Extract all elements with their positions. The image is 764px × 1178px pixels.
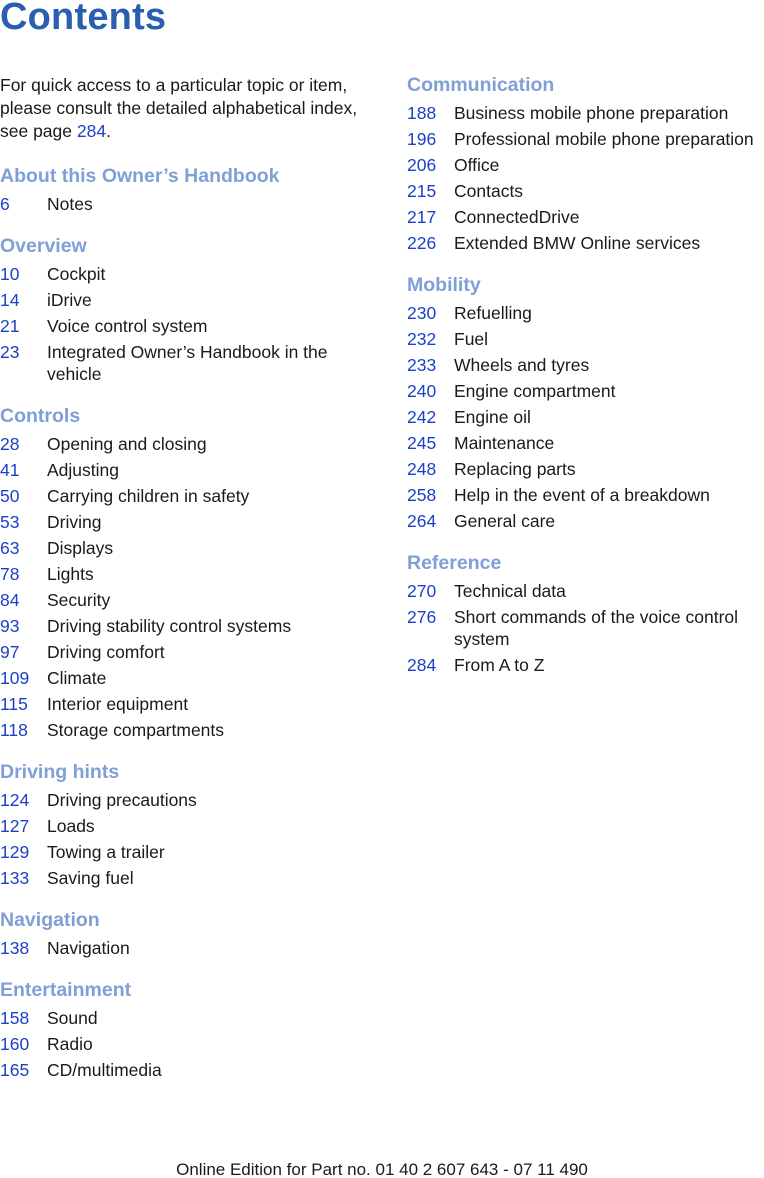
- toc-entry[interactable]: [0, 563, 380, 585]
- toc-entry[interactable]: [0, 841, 380, 863]
- page-number-link[interactable]: 158: [0, 1008, 30, 1028]
- toc-entry[interactable]: [0, 433, 380, 455]
- toc-entry[interactable]: [407, 328, 764, 350]
- toc-section: [0, 403, 380, 741]
- entry-title: Short commands of the voice control system: [454, 607, 739, 649]
- toc-section: [407, 72, 764, 254]
- page-number-link[interactable]: 127: [0, 816, 30, 836]
- toc-entry[interactable]: [0, 289, 380, 311]
- entry-title: Driving precautions: [47, 790, 197, 810]
- index-page-link[interactable]: 284: [76, 121, 107, 141]
- page-number-link[interactable]: 276: [407, 607, 437, 627]
- toc-entry[interactable]: [407, 354, 764, 376]
- toc-entry[interactable]: [407, 406, 764, 428]
- entry-title: Radio: [47, 1034, 93, 1054]
- toc-entry[interactable]: [0, 511, 380, 533]
- entry-title: Displays: [47, 538, 114, 558]
- page-number-link[interactable]: 133: [0, 868, 30, 888]
- page-number-link[interactable]: 165: [0, 1060, 30, 1080]
- entry-title: Opening and closing: [47, 434, 207, 454]
- entry-title: Driving stability control systems: [47, 616, 292, 636]
- page-number-link[interactable]: 63: [0, 538, 20, 558]
- toc-entry[interactable]: [407, 458, 764, 480]
- page-number-link[interactable]: 50: [0, 486, 20, 506]
- page-number-link[interactable]: 93: [0, 616, 20, 636]
- toc-entry[interactable]: [407, 380, 764, 402]
- entry-title: Technical data: [454, 581, 566, 601]
- entry-title: Carrying children in safety: [47, 486, 250, 506]
- page-number-link[interactable]: 21: [0, 316, 20, 336]
- entry-title: General care: [454, 511, 556, 531]
- intro-text: For quick access to a particular topic or item, please consult the detailed alphabetical index, see page: [0, 75, 358, 141]
- intro-end: .: [106, 121, 111, 141]
- entry-title: Professional mobile phone preparation: [454, 129, 754, 149]
- toc-entry[interactable]: [0, 615, 380, 637]
- right-column: [407, 72, 764, 694]
- entry-title: Interior equipment: [47, 694, 189, 714]
- entry-title: Extended BMW Online services: [454, 233, 701, 253]
- entry-title: Contacts: [454, 181, 524, 201]
- entry-title: Business mobile phone preparation: [454, 103, 729, 123]
- entry-title: Driving: [47, 512, 102, 532]
- toc-entry[interactable]: [0, 459, 380, 481]
- page-number-link[interactable]: 230: [407, 303, 437, 323]
- toc-section: [407, 272, 764, 532]
- toc-entry[interactable]: [0, 315, 380, 337]
- toc-entry[interactable]: [407, 180, 764, 202]
- page-number-link[interactable]: 206: [407, 155, 437, 175]
- toc-section: [0, 907, 380, 959]
- toc-entry[interactable]: [0, 485, 380, 507]
- page-number-link[interactable]: 217: [407, 207, 437, 227]
- section-title: Controls: [0, 405, 81, 427]
- left-column: [0, 74, 380, 1099]
- entry-title: Notes: [47, 194, 93, 214]
- page-number-link[interactable]: 240: [407, 381, 437, 401]
- entry-title: Climate: [47, 668, 107, 688]
- section-title: About this Owner’s Handbook: [0, 165, 280, 187]
- toc-entry[interactable]: [0, 693, 380, 715]
- toc-entry[interactable]: [407, 232, 764, 254]
- page-number-link[interactable]: 10: [0, 264, 20, 284]
- page-number-link[interactable]: 270: [407, 581, 437, 601]
- entry-title: iDrive: [47, 290, 92, 310]
- page-number-link[interactable]: 232: [407, 329, 437, 349]
- page-number-link[interactable]: 84: [0, 590, 20, 610]
- page-number-link[interactable]: 78: [0, 564, 20, 584]
- toc-entry[interactable]: [0, 537, 380, 559]
- page-number-link[interactable]: 258: [407, 485, 437, 505]
- entry-title: Lights: [47, 564, 94, 584]
- section-title: Mobility: [407, 274, 481, 296]
- page-number-link[interactable]: 160: [0, 1034, 30, 1054]
- page-number-link[interactable]: 233: [407, 355, 437, 375]
- toc-entry[interactable]: [0, 867, 380, 889]
- toc-entry[interactable]: [407, 154, 764, 176]
- page-number-link[interactable]: 264: [407, 511, 437, 531]
- entry-title: From A to Z: [454, 655, 545, 675]
- page-number-link[interactable]: 28: [0, 434, 20, 454]
- entry-title: Storage compartments: [47, 720, 225, 740]
- page-number-link[interactable]: 124: [0, 790, 30, 810]
- toc-entry[interactable]: [0, 589, 380, 611]
- toc-entry[interactable]: [0, 937, 380, 959]
- entry-title: Loads: [47, 816, 95, 836]
- toc-entry[interactable]: [0, 341, 380, 385]
- left-sections: [0, 163, 380, 1081]
- page-number-link[interactable]: 115: [0, 694, 28, 714]
- entry-title: Wheels and tyres: [454, 355, 590, 375]
- toc-entry[interactable]: [0, 1033, 380, 1055]
- entry-title: CD/multimedia: [47, 1060, 162, 1080]
- page-number-link[interactable]: 188: [407, 103, 437, 123]
- toc-entry[interactable]: [407, 102, 764, 124]
- toc-entry[interactable]: [0, 1007, 380, 1029]
- entry-title: Driving comfort: [47, 642, 165, 662]
- intro-paragraph: [0, 74, 380, 143]
- toc-entry[interactable]: [407, 580, 764, 602]
- entry-title: Voice control system: [47, 316, 208, 336]
- page-number-link[interactable]: 41: [0, 460, 20, 480]
- page-number-link[interactable]: 242: [407, 407, 437, 427]
- page-number-link[interactable]: 215: [407, 181, 437, 201]
- page-number-link[interactable]: 129: [0, 842, 30, 862]
- page-number-link[interactable]: 196: [407, 129, 437, 149]
- toc-entry[interactable]: [407, 606, 764, 650]
- toc-entry[interactable]: [0, 641, 380, 663]
- section-title: Reference: [407, 552, 502, 574]
- toc-entry[interactable]: [0, 667, 380, 689]
- page-number-link[interactable]: 138: [0, 938, 30, 958]
- entry-title: Integrated Owner’s Handbook in the vehicle: [47, 342, 328, 384]
- entry-title: Saving fuel: [47, 868, 134, 888]
- toc-entry[interactable]: [407, 432, 764, 454]
- toc-entry[interactable]: [0, 815, 380, 837]
- entry-title: Replacing parts: [454, 459, 576, 479]
- page-number-link[interactable]: 97: [0, 642, 20, 662]
- section-title: Driving hints: [0, 761, 120, 783]
- toc-entry[interactable]: [0, 263, 380, 285]
- toc-section: [0, 759, 380, 889]
- section-title: Entertainment: [0, 979, 132, 1001]
- entry-title: Maintenance: [454, 433, 555, 453]
- section-title: Navigation: [0, 909, 100, 931]
- toc-entry[interactable]: [0, 193, 380, 215]
- toc-entry[interactable]: [407, 128, 764, 150]
- toc-entry[interactable]: [407, 654, 764, 676]
- entry-title: Navigation: [47, 938, 130, 958]
- entry-title: Towing a trailer: [47, 842, 165, 862]
- entry-title: Cockpit: [47, 264, 106, 284]
- toc-section: [0, 233, 380, 385]
- page-number-link[interactable]: 118: [0, 720, 28, 740]
- entry-title: Office: [454, 155, 500, 175]
- toc-entry[interactable]: [0, 1059, 380, 1081]
- page-number-link[interactable]: 109: [0, 668, 30, 688]
- entry-title: Adjusting: [47, 460, 119, 480]
- right-sections: [407, 72, 764, 676]
- entry-title: Security: [47, 590, 111, 610]
- entry-title: Engine compartment: [454, 381, 616, 401]
- toc-entry[interactable]: [407, 510, 764, 532]
- toc-entry[interactable]: [407, 206, 764, 228]
- section-title: Overview: [0, 235, 87, 257]
- entry-title: Sound: [47, 1008, 98, 1028]
- toc-section: [407, 550, 764, 676]
- toc-section: [0, 163, 380, 215]
- toc-entry[interactable]: [407, 302, 764, 324]
- toc-section: [0, 977, 380, 1081]
- entry-title: Fuel: [454, 329, 489, 349]
- toc-entry[interactable]: [0, 789, 380, 811]
- page-number-link[interactable]: 248: [407, 459, 437, 479]
- entry-title: ConnectedDrive: [454, 207, 580, 227]
- toc-entry[interactable]: [0, 719, 380, 741]
- page-number-link[interactable]: 6: [0, 194, 10, 214]
- entry-title: Refuelling: [454, 303, 532, 323]
- page-number-link[interactable]: 23: [0, 342, 20, 362]
- entry-title: Help in the event of a breakdown: [454, 485, 710, 505]
- page-number-link[interactable]: 14: [0, 290, 20, 310]
- footer-edition-note: Online Edition for Part no. 01 40 2 607 643 - 07 11 490: [176, 1160, 588, 1178]
- page-title: Contents: [0, 0, 167, 38]
- page-number-link[interactable]: 284: [407, 655, 437, 675]
- page-number-link[interactable]: 245: [407, 433, 437, 453]
- section-title: Communication: [407, 74, 555, 96]
- toc-entry[interactable]: [407, 484, 764, 506]
- page-number-link[interactable]: 226: [407, 233, 437, 253]
- page-number-link[interactable]: 53: [0, 512, 20, 532]
- entry-title: Engine oil: [454, 407, 531, 427]
